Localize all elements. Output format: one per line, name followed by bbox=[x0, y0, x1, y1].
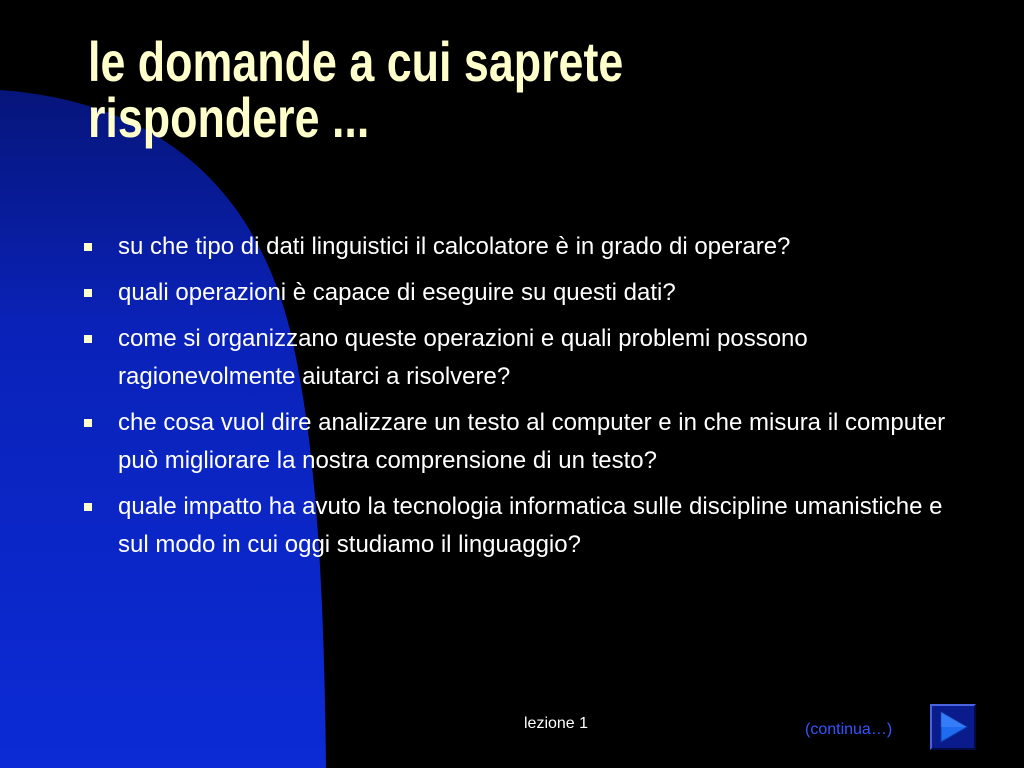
bullet-item bbox=[84, 228, 964, 266]
bullet-item bbox=[84, 404, 964, 480]
bullet-text: che cosa vuol dire analizzare un testo al computer e in che misura il computer può migliorare la nostra comprensione di un testo? bbox=[118, 409, 946, 474]
bullet-text: come si organizzano queste operazioni e quali problemi possono ragionevolmente aiutarci a risolvere? bbox=[118, 325, 808, 390]
bullet-text: quale impatto ha avuto la tecnologia informatica sulle discipline umanistiche e sul modo in cui oggi studiamo il linguaggio? bbox=[118, 493, 943, 558]
bullet-item bbox=[84, 274, 964, 312]
square-bullet-icon bbox=[84, 335, 92, 343]
square-bullet-icon bbox=[84, 503, 92, 511]
slide-title bbox=[88, 30, 808, 149]
bullet-item bbox=[84, 488, 964, 564]
slide-title-line-2: rispondere ... bbox=[88, 86, 370, 149]
continue-link[interactable]: (continua…) bbox=[805, 721, 893, 738]
square-bullet-icon bbox=[84, 419, 92, 427]
bullet-text: quali operazioni è capace di eseguire su questi dati? bbox=[118, 279, 676, 306]
slide-title-line-1: le domande a cui saprete bbox=[88, 30, 624, 93]
bullet-list bbox=[84, 228, 964, 572]
footer-lesson-label: lezione 1 bbox=[524, 715, 589, 732]
square-bullet-icon bbox=[84, 243, 92, 251]
bullet-text: su che tipo di dati linguistici il calcolatore è in grado di operare? bbox=[118, 233, 791, 260]
next-slide-button[interactable] bbox=[930, 704, 976, 750]
bullet-item bbox=[84, 320, 964, 396]
next-arrow-icon bbox=[932, 706, 974, 748]
square-bullet-icon bbox=[84, 289, 92, 297]
